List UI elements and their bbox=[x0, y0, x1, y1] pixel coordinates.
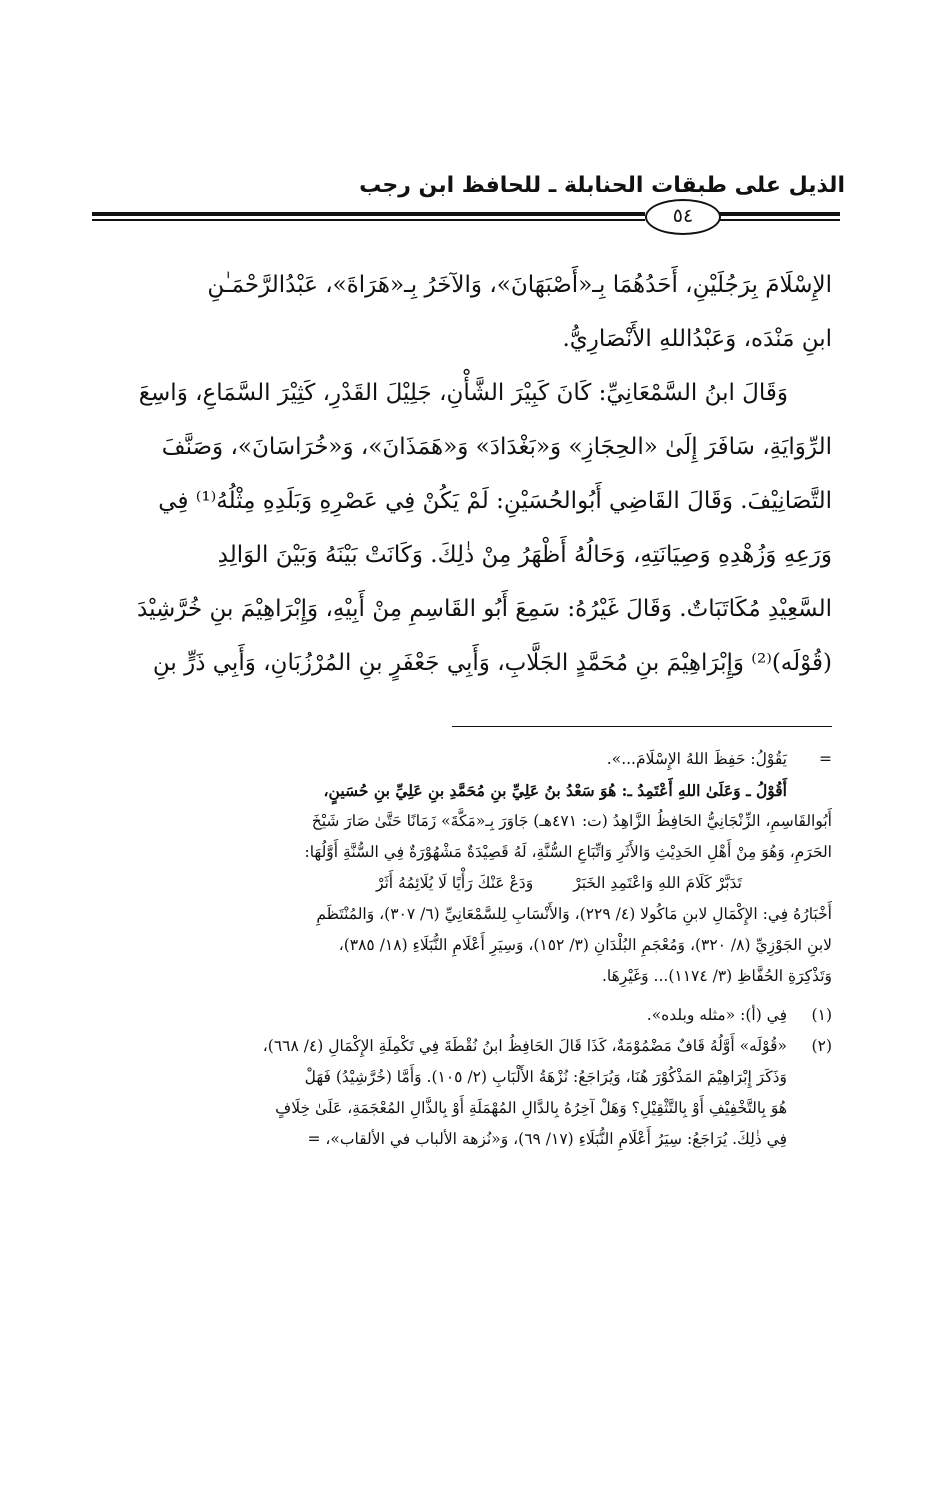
main-line: الرِّوَايَةِ، سَافَرَ إِلَىٰ «الحِجَازِ» وَ«بَغْدَادَ» وَ«هَمَذَانَ»، وَ«خُرَاسَانَ»، وَصَنَّفَ bbox=[161, 434, 832, 460]
footnote-text: فِي (أ): «مثله وبلده». bbox=[646, 1006, 787, 1024]
main-line: وَرَعِهِ وَزُهْدِهِ وَصِيَانَتِهِ، وَحَالُهُ أَظْهَرُ مِنْ ذٰلِكَ. وَكَانَتْ بَيْنَهُ وَبَيْنَ الوَالِدِ bbox=[217, 542, 832, 568]
footnote-text: «قُوْلَه» أَوَّلُهُ قَافٌ مَضْمُوْمَةٌ، كَذَا قَالَ الحَافِظُ ابنُ نُقْطَةَ فِي تَكْمِلَةِ الإِكْمَالِ (٤/ ٦٦٨)، bbox=[262, 1037, 787, 1055]
main-line: (قُوْلَه)⁽²⁾ وَإِبْرَاهِيْمَ بنِ مُحَمَّدٍ الجَلَّابِ، وَأَبِي جَعْفَرٍ بنِ المُرْزُبَانِ، وَأَبِي ذَرٍّ بنِ bbox=[152, 650, 832, 676]
main-line: التَّصَانِيْفَ. وَقَالَ القَاضِي أَبُوالحُسَيْنِ: لَمْ يَكُنْ فِي عَصْرِهِ وَبَلَدِهِ مِثْلُهُ⁽¹⁾ فِي bbox=[158, 488, 832, 514]
continuation-text: يَقُوْلُ: حَفِظَ اللهُ الإِسْلَامَ...». bbox=[606, 750, 787, 768]
verse-hemistich: وَدَعْ عَنْكَ رَأْيًا لَا يُلَائِمُهُ أَثَرْ bbox=[375, 874, 534, 892]
header-rule-right-thick bbox=[719, 212, 840, 216]
note-line: الحَرَمِ، وَهُوَ مِنْ أَهْلِ الحَدِيْثِ وَالأَثَرِ وَاتِّبَاعِ السُّنَّةِ، لَهُ قَصِيْدَةٌ مَشْهُوْرَةٌ فِي السُّنَّةِ أَوَّلُهَا: bbox=[304, 843, 832, 861]
footnote-number: (١) bbox=[811, 1006, 832, 1024]
sources-line: أَخْبَارُهُ فِي: الإِكْمَالِ لابنِ مَاكُولا (٤/ ٢٢٩)، وَالأَنْسَابِ لِلسَّمْعَانِيِّ (٦/ ٣٠٧)، وَالمُنْتَظَمِ bbox=[316, 905, 832, 923]
verse-line bbox=[82, 868, 832, 899]
verse-hemistich: تَدَبَّرْ كَلَامَ اللهِ وَاعْتَمِدِ الخَبَرْ bbox=[573, 874, 742, 892]
footnote-number: (٢) bbox=[811, 1037, 832, 1055]
main-line: الإِسْلَامَ بِرَجُلَيْنِ، أَحَدُهُمَا بِـ«أَصْبَهَانَ»، وَالآخَرُ بِـ«هَرَاةَ»، عَبْدُالرَّحْمَـٰنِ bbox=[207, 272, 832, 298]
main-text bbox=[82, 258, 832, 690]
continuation-mark: = bbox=[819, 750, 832, 768]
running-title: الذيل على طبقات الحنابلة ـ للحافظ ابن رجب bbox=[359, 173, 845, 198]
continuation-line bbox=[82, 744, 832, 775]
sources-line: لابنِ الجَوْزِيِّ (٨/ ٣٢٠)، وَمُعْجَمِ البُلْدَانِ (٣/ ١٥٢)، وَسِيَرِ أَعْلَامِ النُّبَلَاءِ (١٨/ ٣٨٥)، bbox=[338, 936, 832, 954]
main-line: السَّعِيْدِ مُكَاتَبَاتٌ. وَقَالَ غَيْرُهُ: سَمِعَ أَبُو القَاسِمِ مِنْ أَبِيْهِ، وَإِبْرَاهِيْمَ بنِ خُرَّشِيْدَ bbox=[137, 596, 832, 622]
footnote-2 bbox=[82, 1031, 832, 1062]
footnote-1 bbox=[82, 1000, 832, 1031]
sources-line: وَتَذْكِرَةِ الحُفَّاظِ (٣/ ١١٧٤)... وَغَيْرِهَا. bbox=[601, 967, 832, 985]
header-rule-left-thick bbox=[92, 212, 645, 216]
note-line: أَبُوالقَاسِمِ، الزِّنْجَانِيُّ الحَافِظُ الزَّاهِدُ (ت: ٤٧١هـ) جَاوَرَ بِـ«مَكَّةَ» زَمَانًا حَتَّىٰ صَارَ شَيْخَ bbox=[311, 812, 832, 830]
footnote-separator bbox=[452, 726, 832, 727]
footnote-text: هُوَ بِالتَّخْفِيْفِ أَوْ بِالتَّثْقِيْلِ؟ وَهَلْ آخِرُهُ بِالدَّالِ المُهْمَلَةِ أَوْ بِالذَّالِ المُعْجَمَةِ، عَلَىٰ خِلَافٍ bbox=[275, 1099, 787, 1117]
footnotes-section bbox=[82, 744, 832, 1155]
footnote-text: فِي ذٰلِكَ. يُرَاجَعُ: سِيَرُ أَعْلَامِ النُّبَلَاءِ (١٧/ ٦٩)، وَ«نُزهة الألباب في الألقاب»، = bbox=[307, 1130, 787, 1148]
page-number: ٥٤ bbox=[645, 199, 721, 235]
header-rule-right-thin bbox=[719, 219, 840, 221]
main-line: وَقَالَ ابنُ السَّمْعَانِيِّ: كَانَ كَبِيْرَ الشَّأْنِ، جَلِيْلَ القَدْرِ، كَثِيْرَ السَّمَاعِ، وَاسِعَ bbox=[138, 380, 788, 406]
footnote-text: وَذَكَرَ إِبْرَاهِيْمَ المَذْكُوْرَ هُنَا، وَيُرَاجَعُ: نُزْهَةُ الأَلْبَابِ (٢/ ١٠٥). وَأَمَّا (خُرَّشِيْدُ) فَهَلْ bbox=[304, 1068, 787, 1086]
note-line: أَقُوْلُ ـ وَعَلَىٰ اللهِ أَعْتَمِدُ ـ: هُوَ سَعْدُ بنُ عَلِيِّ بنِ مُحَمَّدِ بنِ عَلِيِّ بنِ حُسَينٍ، bbox=[323, 781, 787, 800]
header-rule-left-thin bbox=[92, 219, 645, 221]
main-line: ابنِ مَنْدَه، وَعَبْدُاللهِ الأَنْصَارِيُّ. bbox=[562, 326, 832, 352]
